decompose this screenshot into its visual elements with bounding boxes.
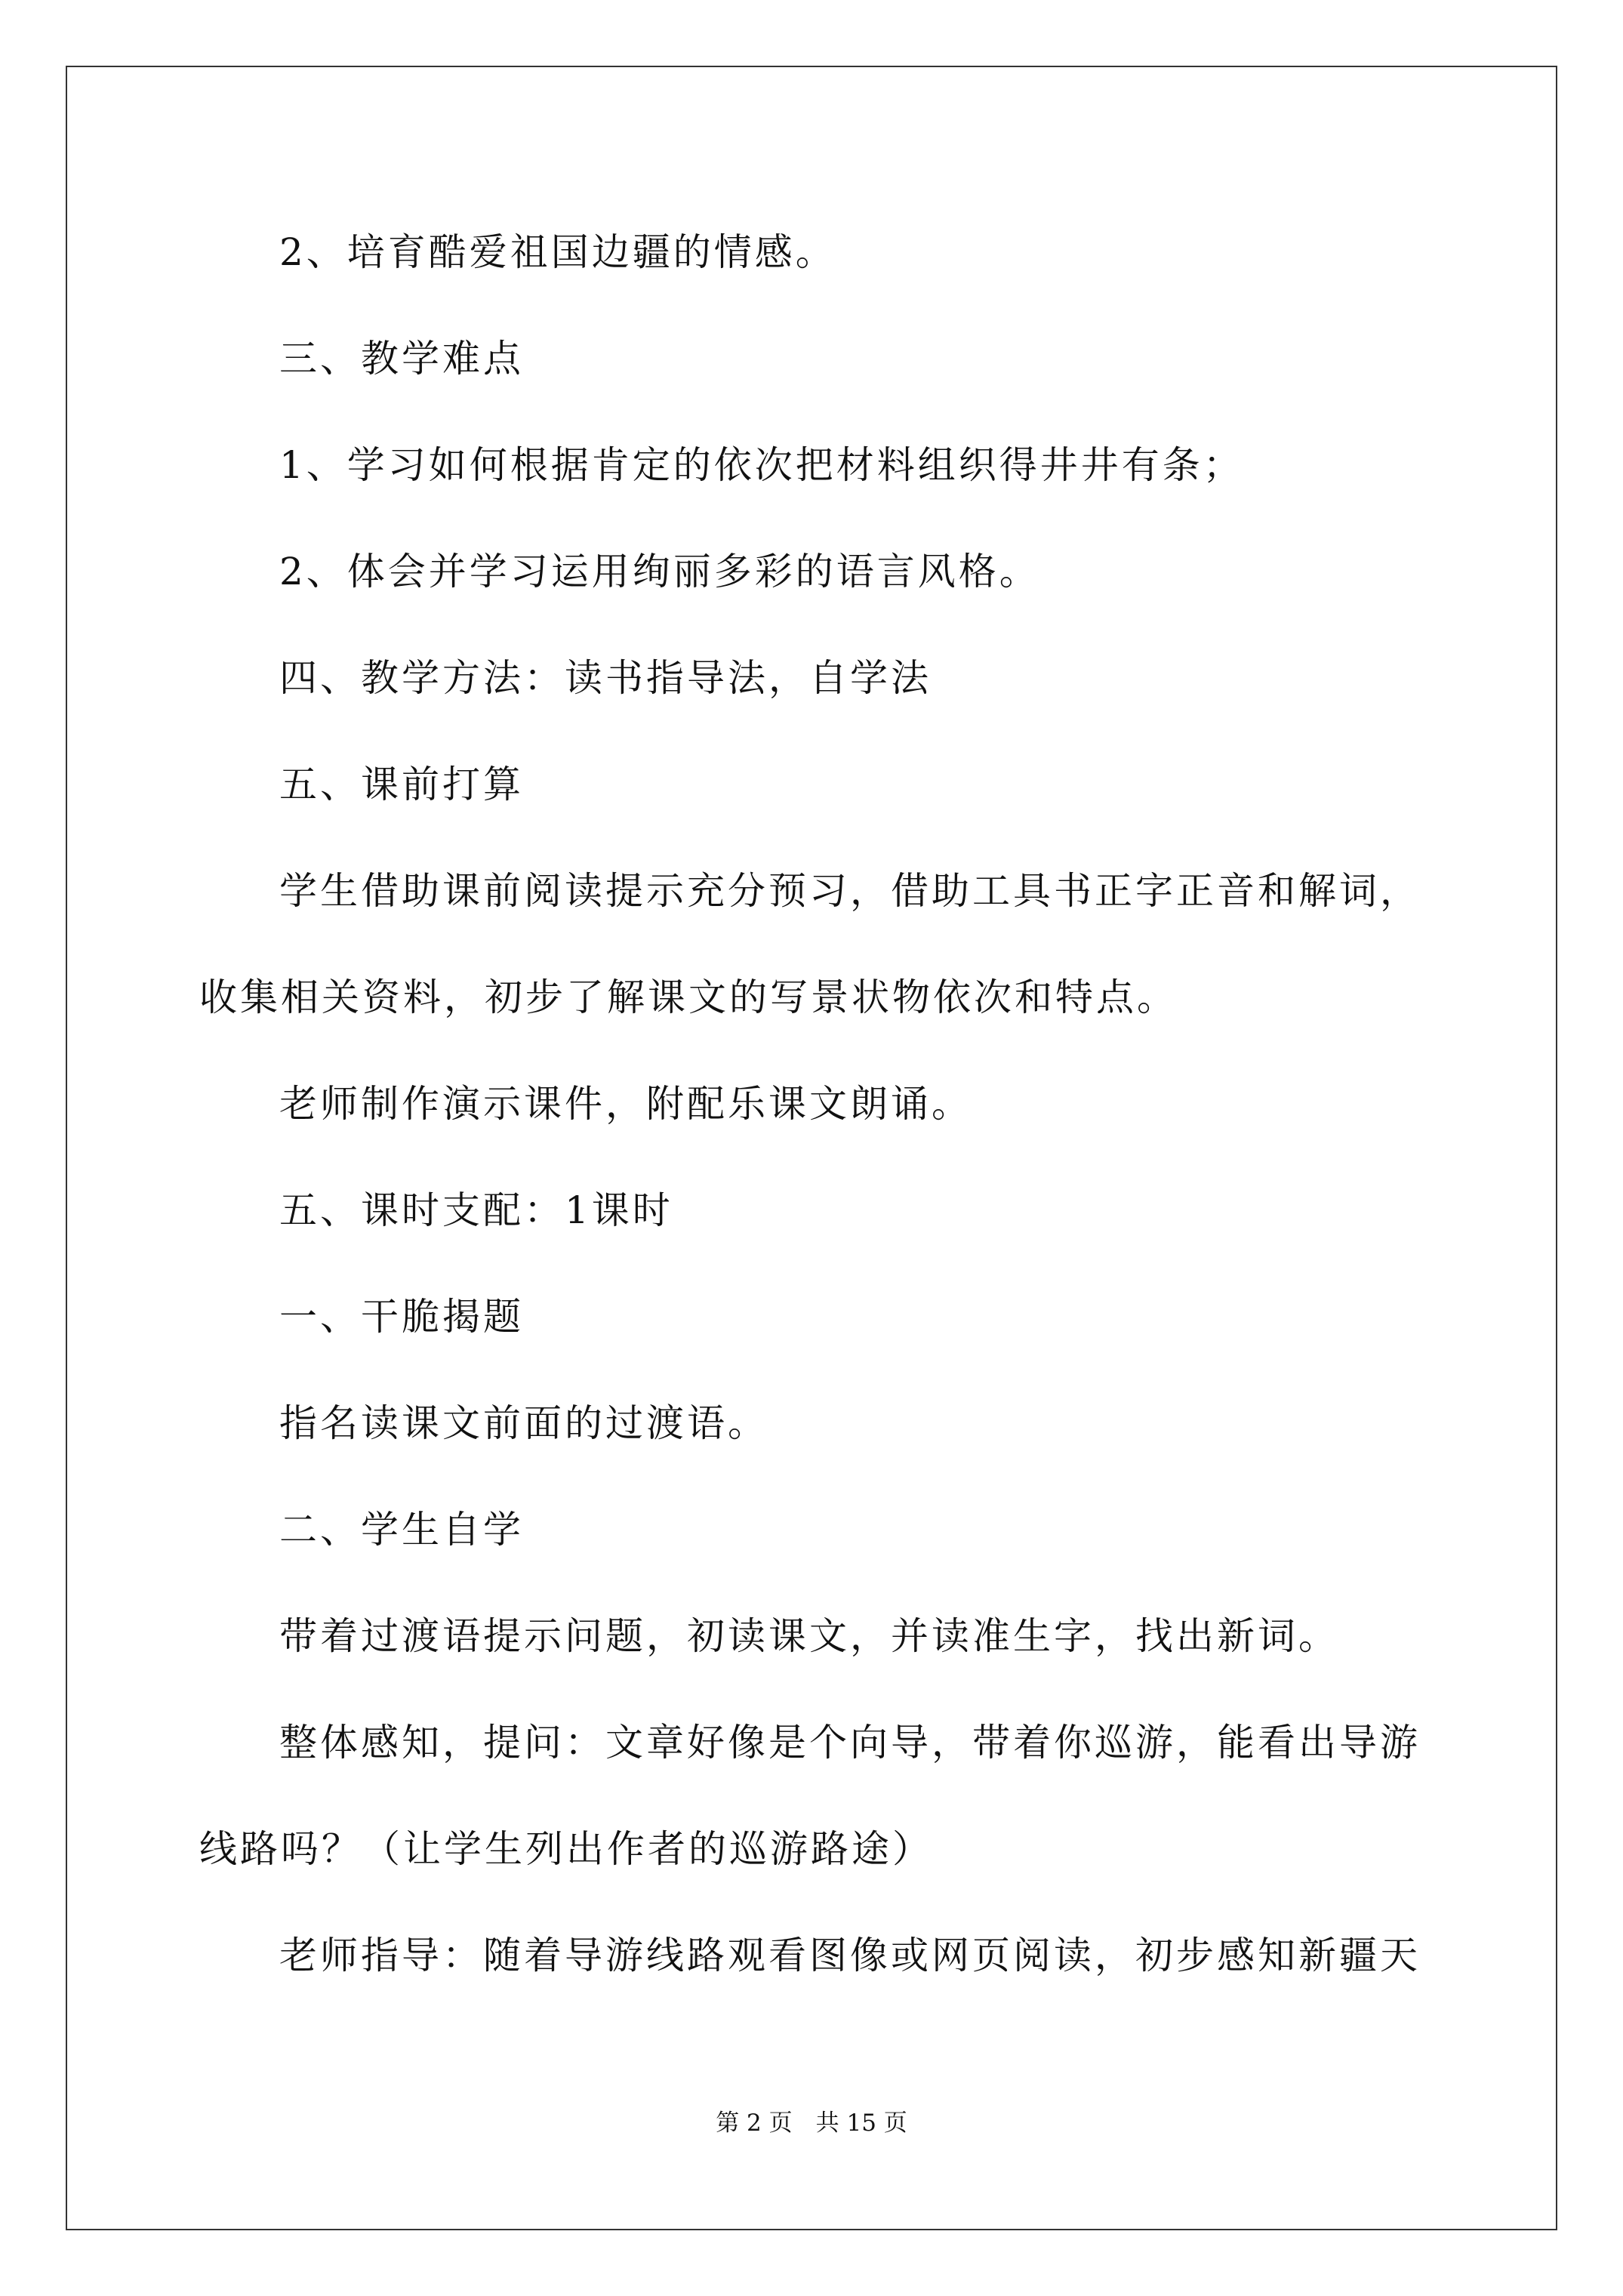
section-heading: 一、干脆揭题 xyxy=(279,1295,524,1339)
paragraph-line: 老师指导：随着导游线路观看图像或网页阅读，初步感知新疆天 xyxy=(279,1934,1421,1977)
paragraph-line: 2、体会并学习运用绚丽多彩的语言风格。 xyxy=(279,550,1040,593)
paragraph-line: 整体感知，提问：文章好像是个向导，带着你巡游，能看出导游 xyxy=(279,1721,1421,1764)
paragraph-line: 老师制作演示课件，附配乐课文朗诵。 xyxy=(279,1082,972,1126)
section-heading: 五、课时支配：1课时 xyxy=(279,1188,673,1232)
paragraph-line: 指名读课文前面的过渡语。 xyxy=(279,1401,768,1445)
section-heading: 二、学生自学 xyxy=(279,1508,524,1552)
paragraph-line: 1、学习如何根据肯定的依次把材料组织得井井有条； xyxy=(279,443,1244,487)
paragraph-line: 2、培育酷爱祖国边疆的情感。 xyxy=(279,230,836,274)
page-number-footer: 第 2 页 共 15 页 xyxy=(716,2110,907,2137)
section-heading: 五、课前打算 xyxy=(279,763,524,806)
section-heading: 四、教学方法：读书指导法，自学法 xyxy=(279,656,932,700)
section-heading: 三、教学难点 xyxy=(279,337,524,381)
paragraph-line: 带着过渡语提示问题，初读课文，并读准生字，找出新词。 xyxy=(279,1614,1339,1658)
paragraph-line: 收集相关资料，初步了解课文的写景状物依次和特点。 xyxy=(199,975,1178,1019)
paragraph-line: 线路吗？（让学生列出作者的巡游路途） xyxy=(199,1827,933,1871)
paragraph-line: 学生借助课前阅读提示充分预习，借助工具书正字正音和解词， xyxy=(279,869,1421,913)
page-border xyxy=(66,66,1557,2230)
